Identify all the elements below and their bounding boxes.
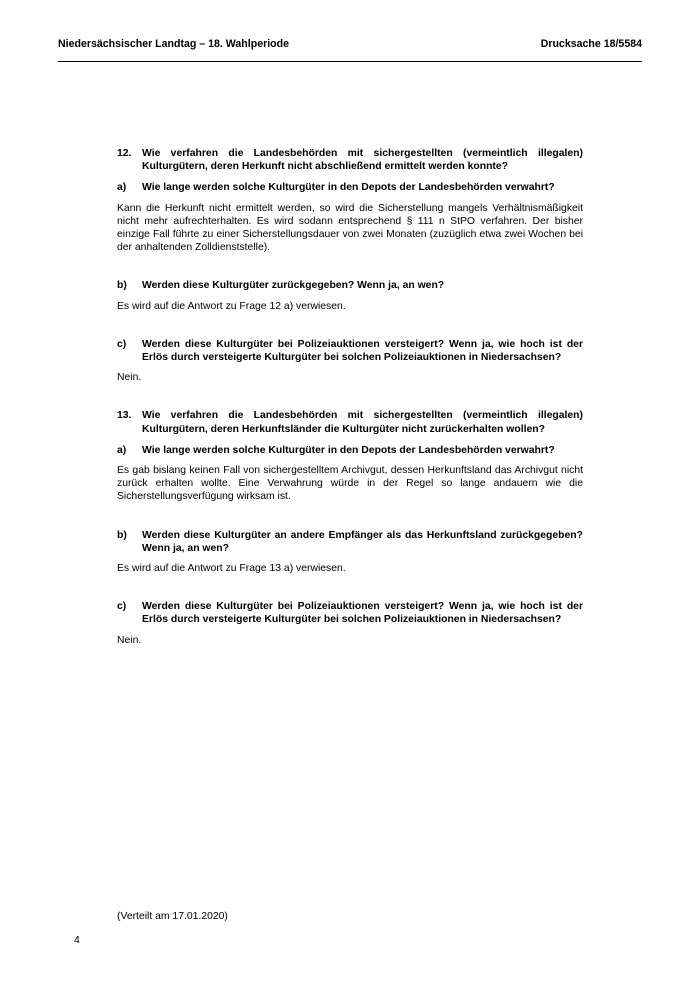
question-12b xyxy=(117,279,583,292)
answer-12b: Es wird auf die Antwort zu Frage 12 a) verwiesen. xyxy=(117,300,346,312)
question-text: Werden diese Kulturgüter bei Polizeiauktionen versteigert? Wenn ja, wie hoch ist der Erlös durch versteigerte Kulturgüter bei solchen Polizeiauktionen in Niedersachsen? xyxy=(142,601,583,626)
question-12 xyxy=(117,147,583,173)
header-document-number: Drucksache 18/5584 xyxy=(540,38,642,50)
question-number: 12. xyxy=(117,148,132,159)
question-12c xyxy=(117,338,583,364)
question-13 xyxy=(117,409,583,435)
answer-13a: Es gab bislang keinen Fall von sichergestelltem Archivgut, dessen Herkunftsland das Archivgut nicht zurück erhalten wollte. Eine Verwahrung würde in der Regel so lange andauern wie die Sicherstellungsverfügung wirksam ist. xyxy=(117,465,583,503)
question-text: Werden diese Kulturgüter bei Polizeiauktionen versteigert? Wenn ja, wie hoch ist der Erlös durch versteigerte Kulturgüter bei solchen Polizeiauktionen in Niedersachsen? xyxy=(142,338,583,364)
answer-13b: Es wird auf die Antwort zu Frage 13 a) verwiesen. xyxy=(117,563,346,575)
question-number: c) xyxy=(117,338,127,350)
answer-12c: Nein. xyxy=(117,372,142,384)
page-number: 4 xyxy=(74,935,80,946)
question-number: 13. xyxy=(117,410,132,422)
question-text: Werden diese Kulturgüter zurückgegeben? Wenn ja, an wen? xyxy=(142,280,445,292)
question-13c xyxy=(117,600,583,626)
question-13a xyxy=(117,444,583,457)
answer-12a: Kann die Herkunft nicht ermittelt werden, so wird die Sicherstellung mangels Verhältnismäßigkeit nicht mehr aufrechterhalten. Es wird sodann entsprechend § 111 n StPO verfahren. Der bisher einzige Fall führte zu einer Sicherstellungsdauer von zwei Monaten (zuzüglich etwa zwei Wochen bei der anhaltenden Zolldienststelle). xyxy=(117,202,583,254)
question-number: a) xyxy=(117,444,127,456)
question-number: b) xyxy=(117,280,127,292)
question-13b xyxy=(117,529,583,555)
answer-13c: Nein. xyxy=(117,634,142,646)
question-text: Wie verfahren die Landesbehörden mit sichergestellten (vermeintlich illegalen) Kulturgütern, deren Herkunftsländer die Kulturgüter nicht zurückerhalten wollen? xyxy=(142,410,583,435)
header-parliament-title: Niedersächsischer Landtag – 18. Wahlperiode xyxy=(58,38,289,50)
question-text: Werden diese Kulturgüter an andere Empfänger als das Herkunftsland zurückgegeben? Wenn ja, an wen? xyxy=(142,529,583,554)
question-number: a) xyxy=(117,182,127,194)
page-header xyxy=(58,38,642,50)
question-number: c) xyxy=(117,601,127,613)
question-text: Wie lange werden solche Kulturgüter in den Depots der Landesbehörden verwahrt? xyxy=(142,444,555,456)
question-number: b) xyxy=(117,529,127,541)
distribution-date-note: (Verteilt am 17.01.2020) xyxy=(117,911,228,922)
question-12a xyxy=(117,181,583,194)
question-text: Wie verfahren die Landesbehörden mit sichergestellten (vermeintlich illegalen) Kulturgütern, deren Herkunft nicht abschließend ermittelt werden konnte? xyxy=(142,148,583,173)
document-body xyxy=(117,147,583,647)
header-divider xyxy=(58,61,642,62)
question-text: Wie lange werden solche Kulturgüter in den Depots der Landesbehörden verwahrt? xyxy=(142,182,555,194)
